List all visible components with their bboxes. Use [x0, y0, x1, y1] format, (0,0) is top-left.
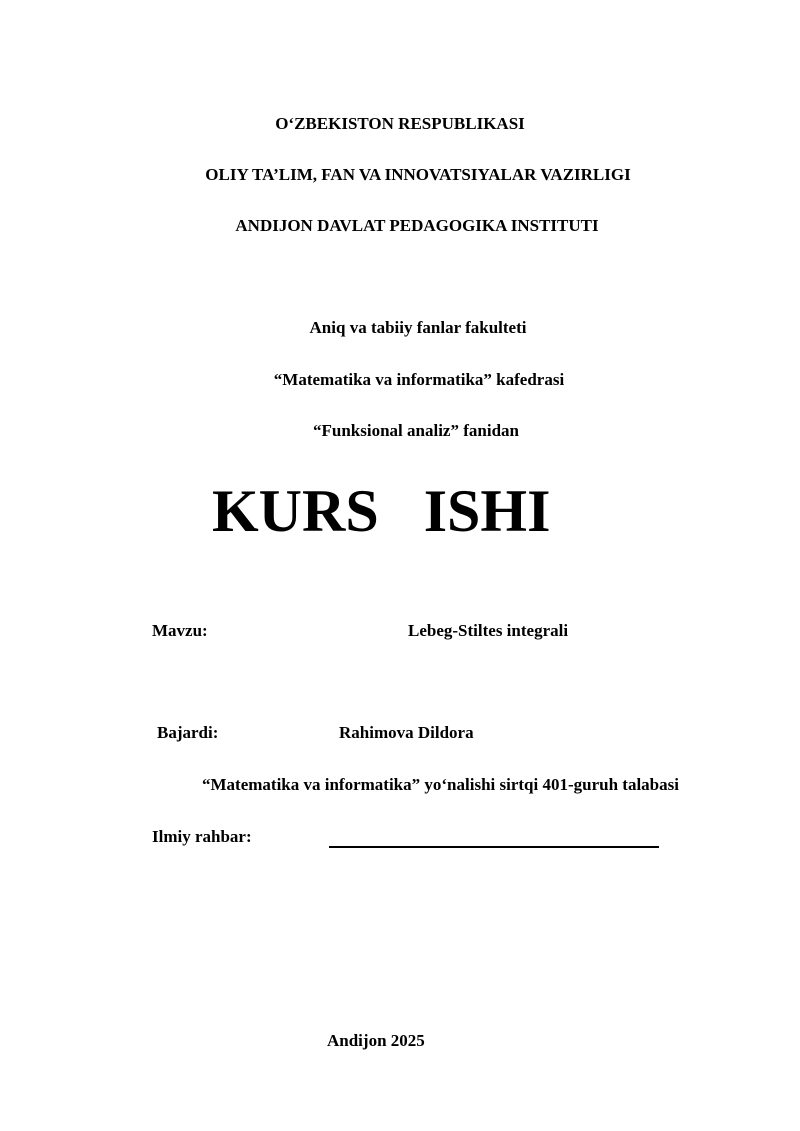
author-description: “Matematika va informatika” yo‘nalishi sirtqi 401-guruh talabasi	[202, 775, 679, 794]
ministry-name: OLIY TA’LIM, FAN VA INNOVATSIYALAR VAZIRLIGI	[205, 165, 631, 184]
document-title: KURS ISHI	[212, 478, 551, 544]
author-name: Rahimova Dildora	[339, 723, 474, 742]
topic-label: Mavzu:	[152, 621, 208, 640]
ministry-country: O‘ZBEKISTON RESPUBLIKASI	[275, 114, 525, 133]
subject-name: “Funksional analiz” fanidan	[313, 421, 519, 440]
supervisor-label: Ilmiy rahbar:	[152, 827, 252, 846]
supervisor-signature-line	[329, 846, 659, 848]
department-name: “Matematika va informatika” kafedrasi	[273, 370, 565, 389]
author-label: Bajardi:	[157, 723, 219, 742]
institute-name: ANDIJON DAVLAT PEDAGOGIKA INSTITUTI	[235, 216, 599, 235]
topic-value: Lebeg-Stiltes integrali	[408, 621, 569, 640]
faculty-name: Aniq va tabiiy fanlar fakulteti	[309, 318, 527, 337]
city-year: Andijon 2025	[327, 1031, 425, 1050]
